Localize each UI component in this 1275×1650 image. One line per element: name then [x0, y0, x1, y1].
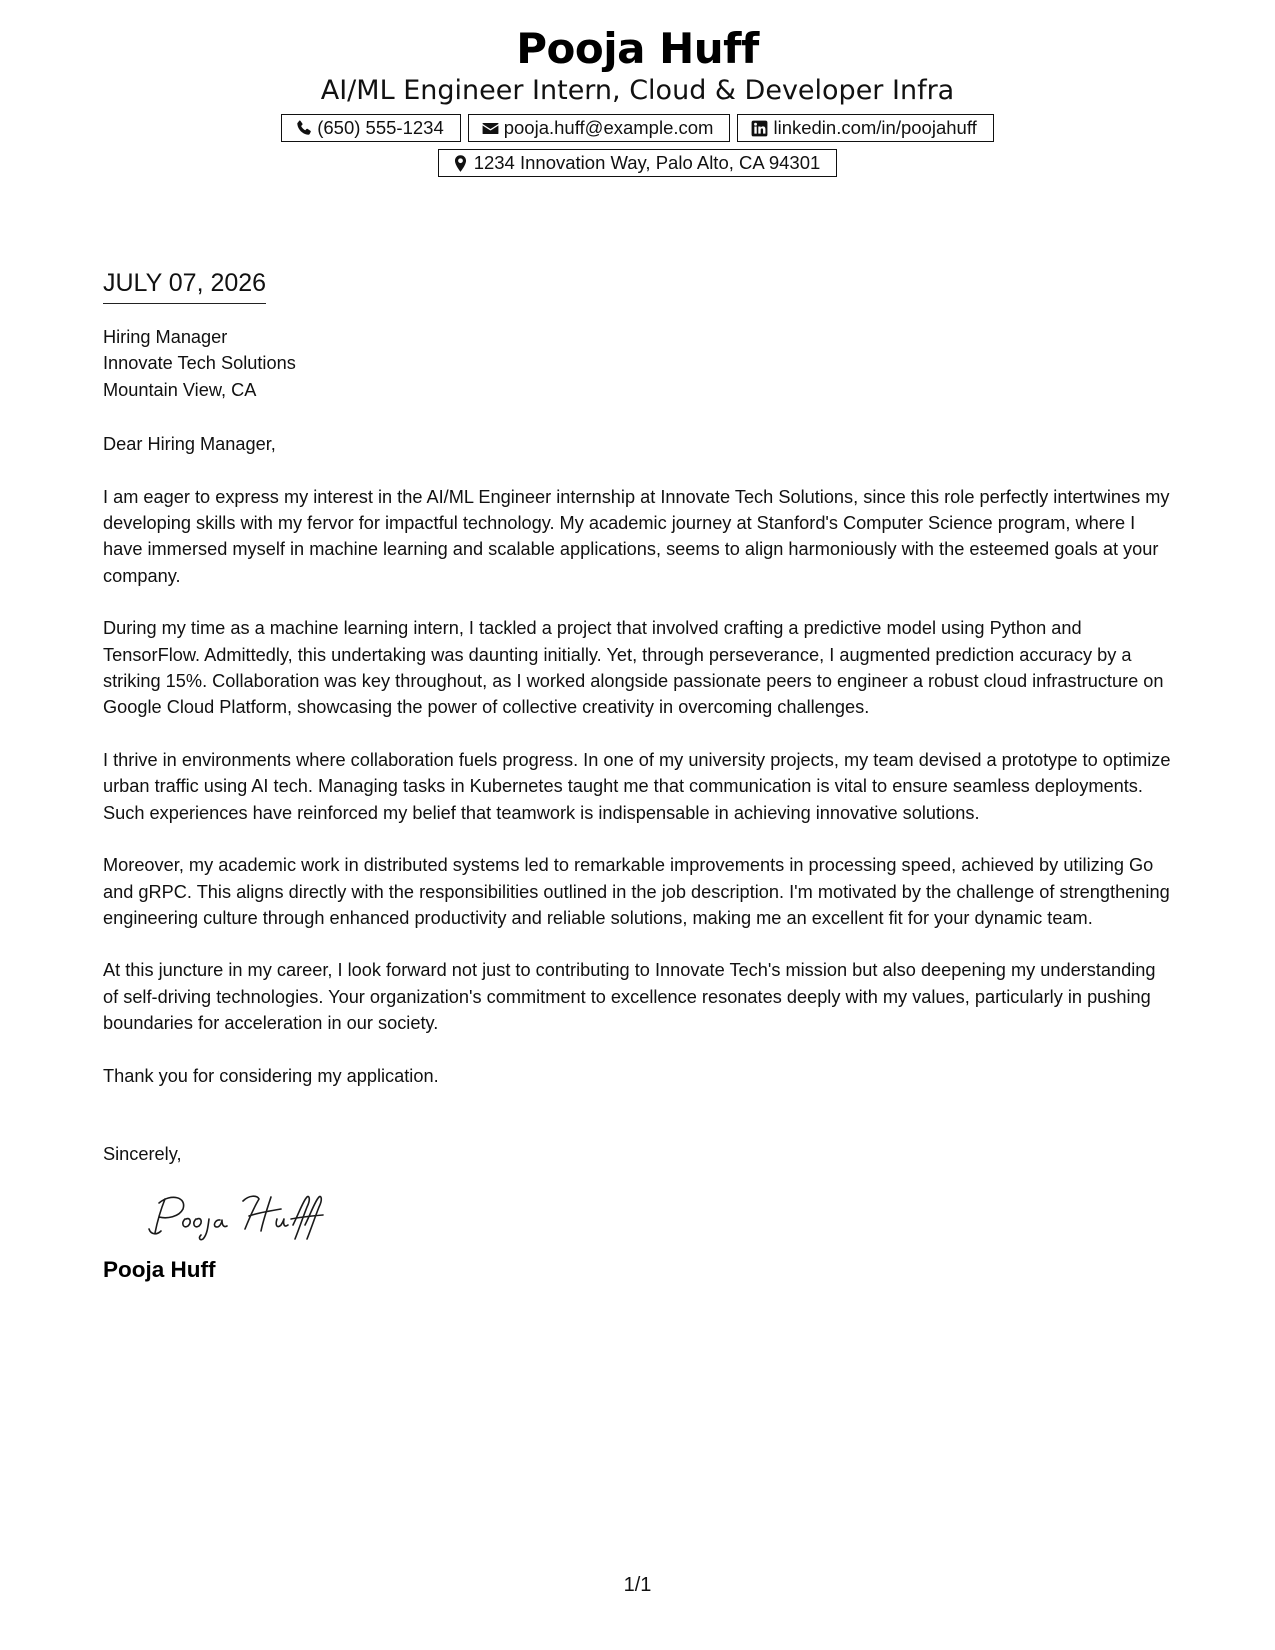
contact-address	[438, 149, 838, 177]
contact-phone	[281, 114, 461, 142]
body-paragraph: At this juncture in my career, I look forward not just to contributing to Innovate Tech's mission but also deepening my understanding of self-driving technologies. Your organization's commitment to excellence resonates deeply with my values, particularly in pushing boundaries for acceleration in our society.	[103, 960, 1156, 1034]
address-text: 1234 Innovation Way, Palo Alto, CA 94301	[473, 152, 821, 173]
body-paragraph: Moreover, my academic work in distributed systems led to remarkable improvements in processing speed, achieved by utilizing Go and gRPC. This aligns directly with the responsibilities outlined in the job description. I'm motivated by the challenge of strengthening engineering culture through enhanced productivity and reliable solutions, making me an excellent fit for your dynamic team.	[103, 855, 1170, 928]
salutation: Dear Hiring Manager,	[103, 434, 276, 455]
recipient-line: Innovate Tech Solutions	[103, 353, 296, 374]
letter-body	[103, 324, 1175, 1285]
contact-email[interactable]	[468, 114, 731, 142]
recipient-block	[103, 324, 1175, 403]
body-paragraph: I am eager to express my interest in the AI/ML Engineer internship at Innovate Tech Solutions, since this role perfectly intertwines my developing skills with my fervor for impactful technology. My academic journey at Stanford's Computer Science program, where I have immersed myself in machine learning and scalable applications, seems to align harmoniously with the esteemed goals at your company.	[103, 486, 1170, 586]
recipient-line: Mountain View, CA	[103, 379, 257, 400]
letter-header	[0, 24, 1275, 177]
email-text: pooja.huff@example.com	[503, 117, 714, 138]
signature-image	[141, 1189, 331, 1241]
linkedin-icon	[750, 119, 769, 138]
body-paragraph: During my time as a machine learning intern, I tackled a project that involved crafting a predictive model using Python and TensorFlow. Admittedly, this undertaking was daunting initially. Yet, through perseverance, I augmented prediction accuracy by a striking 15%. Collaboration was key throughout, as I worked alongside passionate peers to engineer a robust cloud infrastructure on Google Cloud Platform, showcasing the power of collective creativity in overcoming challenges.	[103, 618, 1164, 718]
body-paragraph: Thank you for considering my application.	[103, 1065, 439, 1086]
closing-block	[103, 1141, 1175, 1285]
applicant-name: Pooja Huff	[516, 24, 759, 73]
letter-date: JULY 07, 2026	[103, 267, 266, 304]
map-marker-icon	[451, 154, 470, 173]
handwritten-signature	[141, 1189, 331, 1241]
page-number: 1/1	[623, 1574, 652, 1596]
phone-icon	[294, 119, 313, 138]
body-paragraph: I thrive in environments where collaboration fuels progress. In one of my university projects, my team devised a prototype to optimize urban traffic using AI tech. Managing tasks in Kubernetes taught me that communication is vital to ensure seamless deployments. Such experiences have reinforced my belief that teamwork is indispensable in achieving innovative solutions.	[103, 749, 1171, 823]
recipient-line: Hiring Manager	[103, 327, 228, 347]
closing-phrase: Sincerely,	[103, 1143, 182, 1164]
envelope-icon	[481, 119, 500, 138]
linkedin-text: linkedin.com/in/poojahuff	[773, 117, 977, 138]
phone-text: (650) 555-1234	[317, 117, 444, 138]
signer-name: Pooja Huff	[103, 1257, 216, 1283]
contact-linkedin[interactable]	[737, 114, 993, 142]
applicant-title: AI/ML Engineer Intern, Cloud & Developer Infra	[320, 75, 955, 106]
contact-row-secondary	[0, 149, 1275, 177]
contact-row-primary	[0, 114, 1275, 142]
